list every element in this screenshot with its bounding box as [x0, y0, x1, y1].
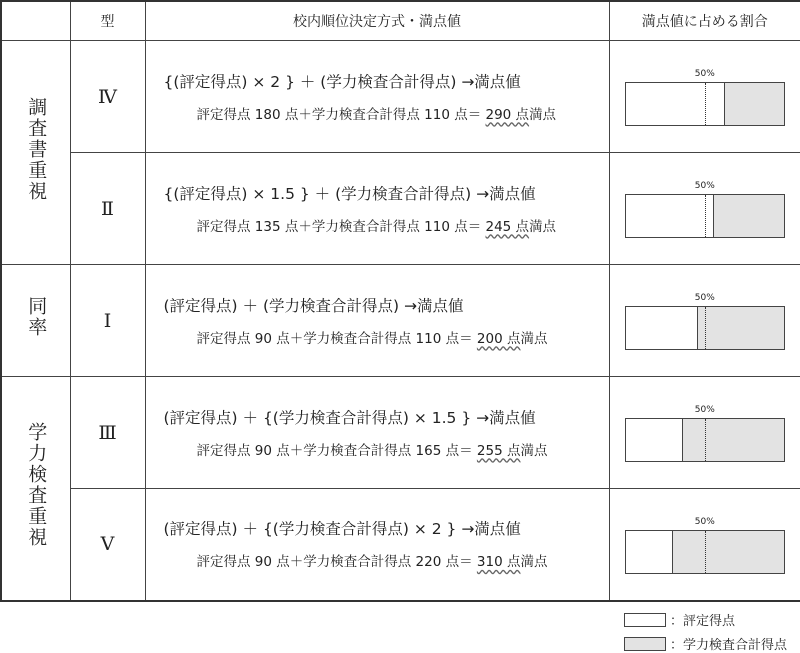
calc-text	[164, 550, 609, 570]
ratio-cell	[609, 41, 800, 153]
header-method: 校内順位決定方式・満点値	[145, 1, 609, 41]
calc-pre: 評定得点 180 点＋学力検査合計得点 110 点＝	[196, 106, 486, 123]
header-ratio: 満点値に占める割合	[609, 1, 800, 41]
method-cell	[145, 41, 609, 153]
exam-share-segment	[682, 419, 784, 461]
ratio-cell	[609, 153, 800, 265]
midpoint-label: 50%	[694, 181, 715, 191]
ratio-bar	[625, 181, 785, 236]
table-header-row	[1, 1, 800, 41]
formula-text: (評定得点) ＋ {(学力検査合計得点) × 1.5 } →満点値	[163, 408, 536, 427]
ratio-bar	[625, 517, 785, 572]
ratio-bar-frame	[625, 418, 785, 462]
legend-label-eval: ：評定得点	[670, 614, 736, 629]
method-cell	[145, 265, 609, 377]
midpoint-label: 50%	[694, 293, 715, 303]
table-row	[1, 265, 800, 377]
group-cell	[1, 377, 70, 601]
exam-share-segment	[713, 195, 784, 237]
table-row	[1, 41, 800, 153]
calc-post: 満点	[520, 330, 548, 347]
calc-post: 満点	[529, 218, 557, 235]
table-row	[1, 377, 800, 489]
legend-item-exam	[624, 634, 787, 653]
exam-share-segment	[697, 307, 784, 349]
midpoint-line	[705, 419, 706, 461]
ratio-bar	[625, 69, 785, 124]
midpoint-label: 50%	[694, 405, 715, 415]
header-type: 型	[70, 1, 145, 41]
midpoint-line	[705, 83, 706, 125]
ratio-cell	[609, 489, 800, 601]
method-cell	[145, 377, 609, 489]
calc-total: 255 点	[476, 442, 521, 459]
table-row	[1, 489, 800, 601]
group-cell	[1, 265, 70, 377]
legend-item-eval	[624, 610, 735, 629]
formula-text: (評定得点) ＋ {(学力検査合計得点) × 2 } →満点値	[163, 520, 521, 539]
calc-pre: 評定得点 90 点＋学力検査合計得点 220 点＝	[196, 554, 477, 571]
midpoint-line	[705, 195, 706, 237]
midpoint-label: 50%	[694, 69, 715, 79]
ratio-bar-frame	[625, 194, 785, 238]
calc-pre: 評定得点 135 点＋学力検査合計得点 110 点＝	[196, 218, 486, 235]
calc-total: 290 点	[485, 106, 530, 123]
group-label: 学力検査重視	[25, 421, 48, 548]
calc-post: 満点	[520, 442, 548, 459]
midpoint-line	[705, 531, 706, 573]
midpoint-line	[705, 307, 706, 349]
group-label: 同率	[25, 296, 48, 338]
calc-post: 満点	[529, 106, 557, 123]
ratio-cell	[609, 377, 800, 489]
ratio-bar-frame	[625, 82, 785, 126]
calc-text	[164, 215, 609, 235]
exam-share-segment	[672, 531, 784, 573]
formula-text: {(評定得点) × 2 } ＋ (学力検査合計得点) →満点値	[163, 72, 521, 91]
exam-share-segment	[724, 83, 784, 125]
formula-text: (評定得点) ＋ (学力検査合計得点) →満点値	[163, 296, 464, 315]
calc-pre: 評定得点 90 点＋学力検査合計得点 110 点＝	[196, 330, 477, 347]
type-cell: Ⅲ	[70, 377, 145, 489]
calc-total: 245 点	[485, 218, 530, 235]
formula-text: {(評定得点) × 1.5 } ＋ (学力検査合計得点) →満点値	[163, 184, 536, 203]
legend-swatch-exam	[624, 637, 666, 651]
calc-text	[164, 439, 609, 459]
calc-total: 310 点	[476, 554, 521, 571]
ratio-cell	[609, 265, 800, 377]
ratio-bar	[625, 293, 785, 348]
ratio-bar	[625, 405, 785, 460]
type-cell: Ⅳ	[70, 41, 145, 153]
method-cell	[145, 489, 609, 601]
ratio-bar-frame	[625, 306, 785, 350]
calc-text	[164, 327, 609, 347]
calc-post: 満点	[520, 554, 548, 571]
calc-pre: 評定得点 90 点＋学力検査合計得点 165 点＝	[196, 442, 477, 459]
type-cell: Ⅱ	[70, 153, 145, 265]
table-row	[1, 153, 800, 265]
type-cell: Ⅰ	[70, 265, 145, 377]
type-cell: Ⅴ	[70, 489, 145, 601]
method-cell	[145, 153, 609, 265]
header-group	[1, 1, 70, 41]
calc-text	[164, 103, 609, 123]
ratio-bar-frame	[625, 530, 785, 574]
group-cell	[1, 41, 70, 265]
group-label: 調査書重視	[25, 96, 48, 202]
legend-swatch-eval	[624, 613, 666, 627]
midpoint-label: 50%	[694, 516, 715, 527]
legend-label-exam: ：学力検査合計得点	[670, 638, 788, 653]
calc-total: 200 点	[476, 330, 521, 347]
